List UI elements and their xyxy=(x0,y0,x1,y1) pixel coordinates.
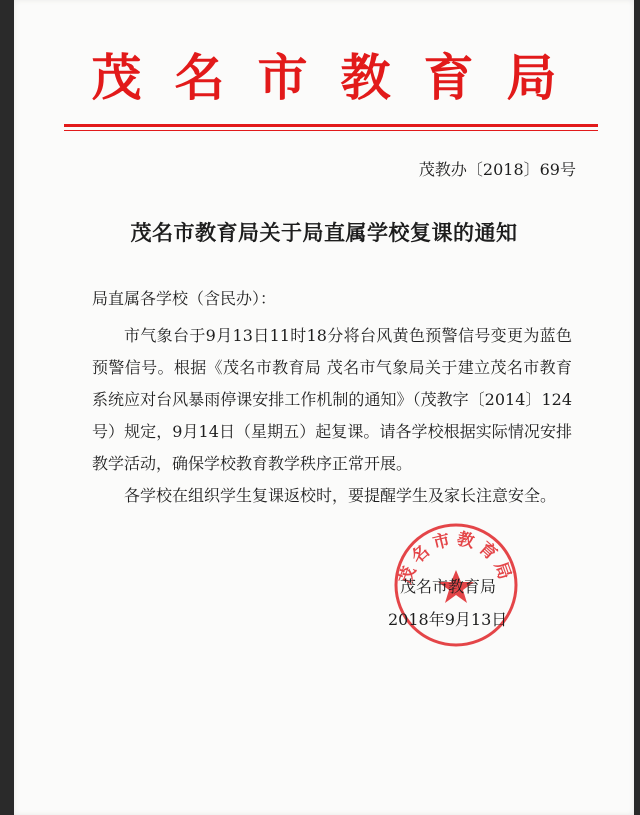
body-text xyxy=(92,320,572,512)
header-rule-thick xyxy=(64,124,598,127)
paragraph-1: 市气象台于9月13日11时18分将台风黄色预警信号变更为蓝色预警信号。根据《茂名市教育局 茂名市气象局关于建立茂名市教育系统应对台风暴雨停课安排工作机制的通知》（茂教字〔2014〕124号）规定，9月14日（星期五）起复课。请各学校根据实际情况安排教学活动，确保学校教育教学秩序正常开展。 xyxy=(92,326,572,473)
document-number: 茂教办〔2018〕69号 xyxy=(418,160,576,179)
document-title: 茂名市教育局关于局直属学校复课的通知 xyxy=(130,221,518,245)
agency-header: 茂名市教育局 xyxy=(91,49,590,107)
salutation: 局直属各学校（含民办）： xyxy=(92,289,277,308)
paragraph-2: 各学校在组织学生复课返校时，要提醒学生及家长注意安全。 xyxy=(124,486,557,505)
signature-date: 2018年9月13日 xyxy=(388,610,508,629)
seal-text: 茂名市教育局 xyxy=(395,529,517,587)
header-rule-thin xyxy=(64,130,598,131)
signature-issuer: 茂名市教育局 xyxy=(400,577,497,596)
document-page xyxy=(14,0,634,815)
